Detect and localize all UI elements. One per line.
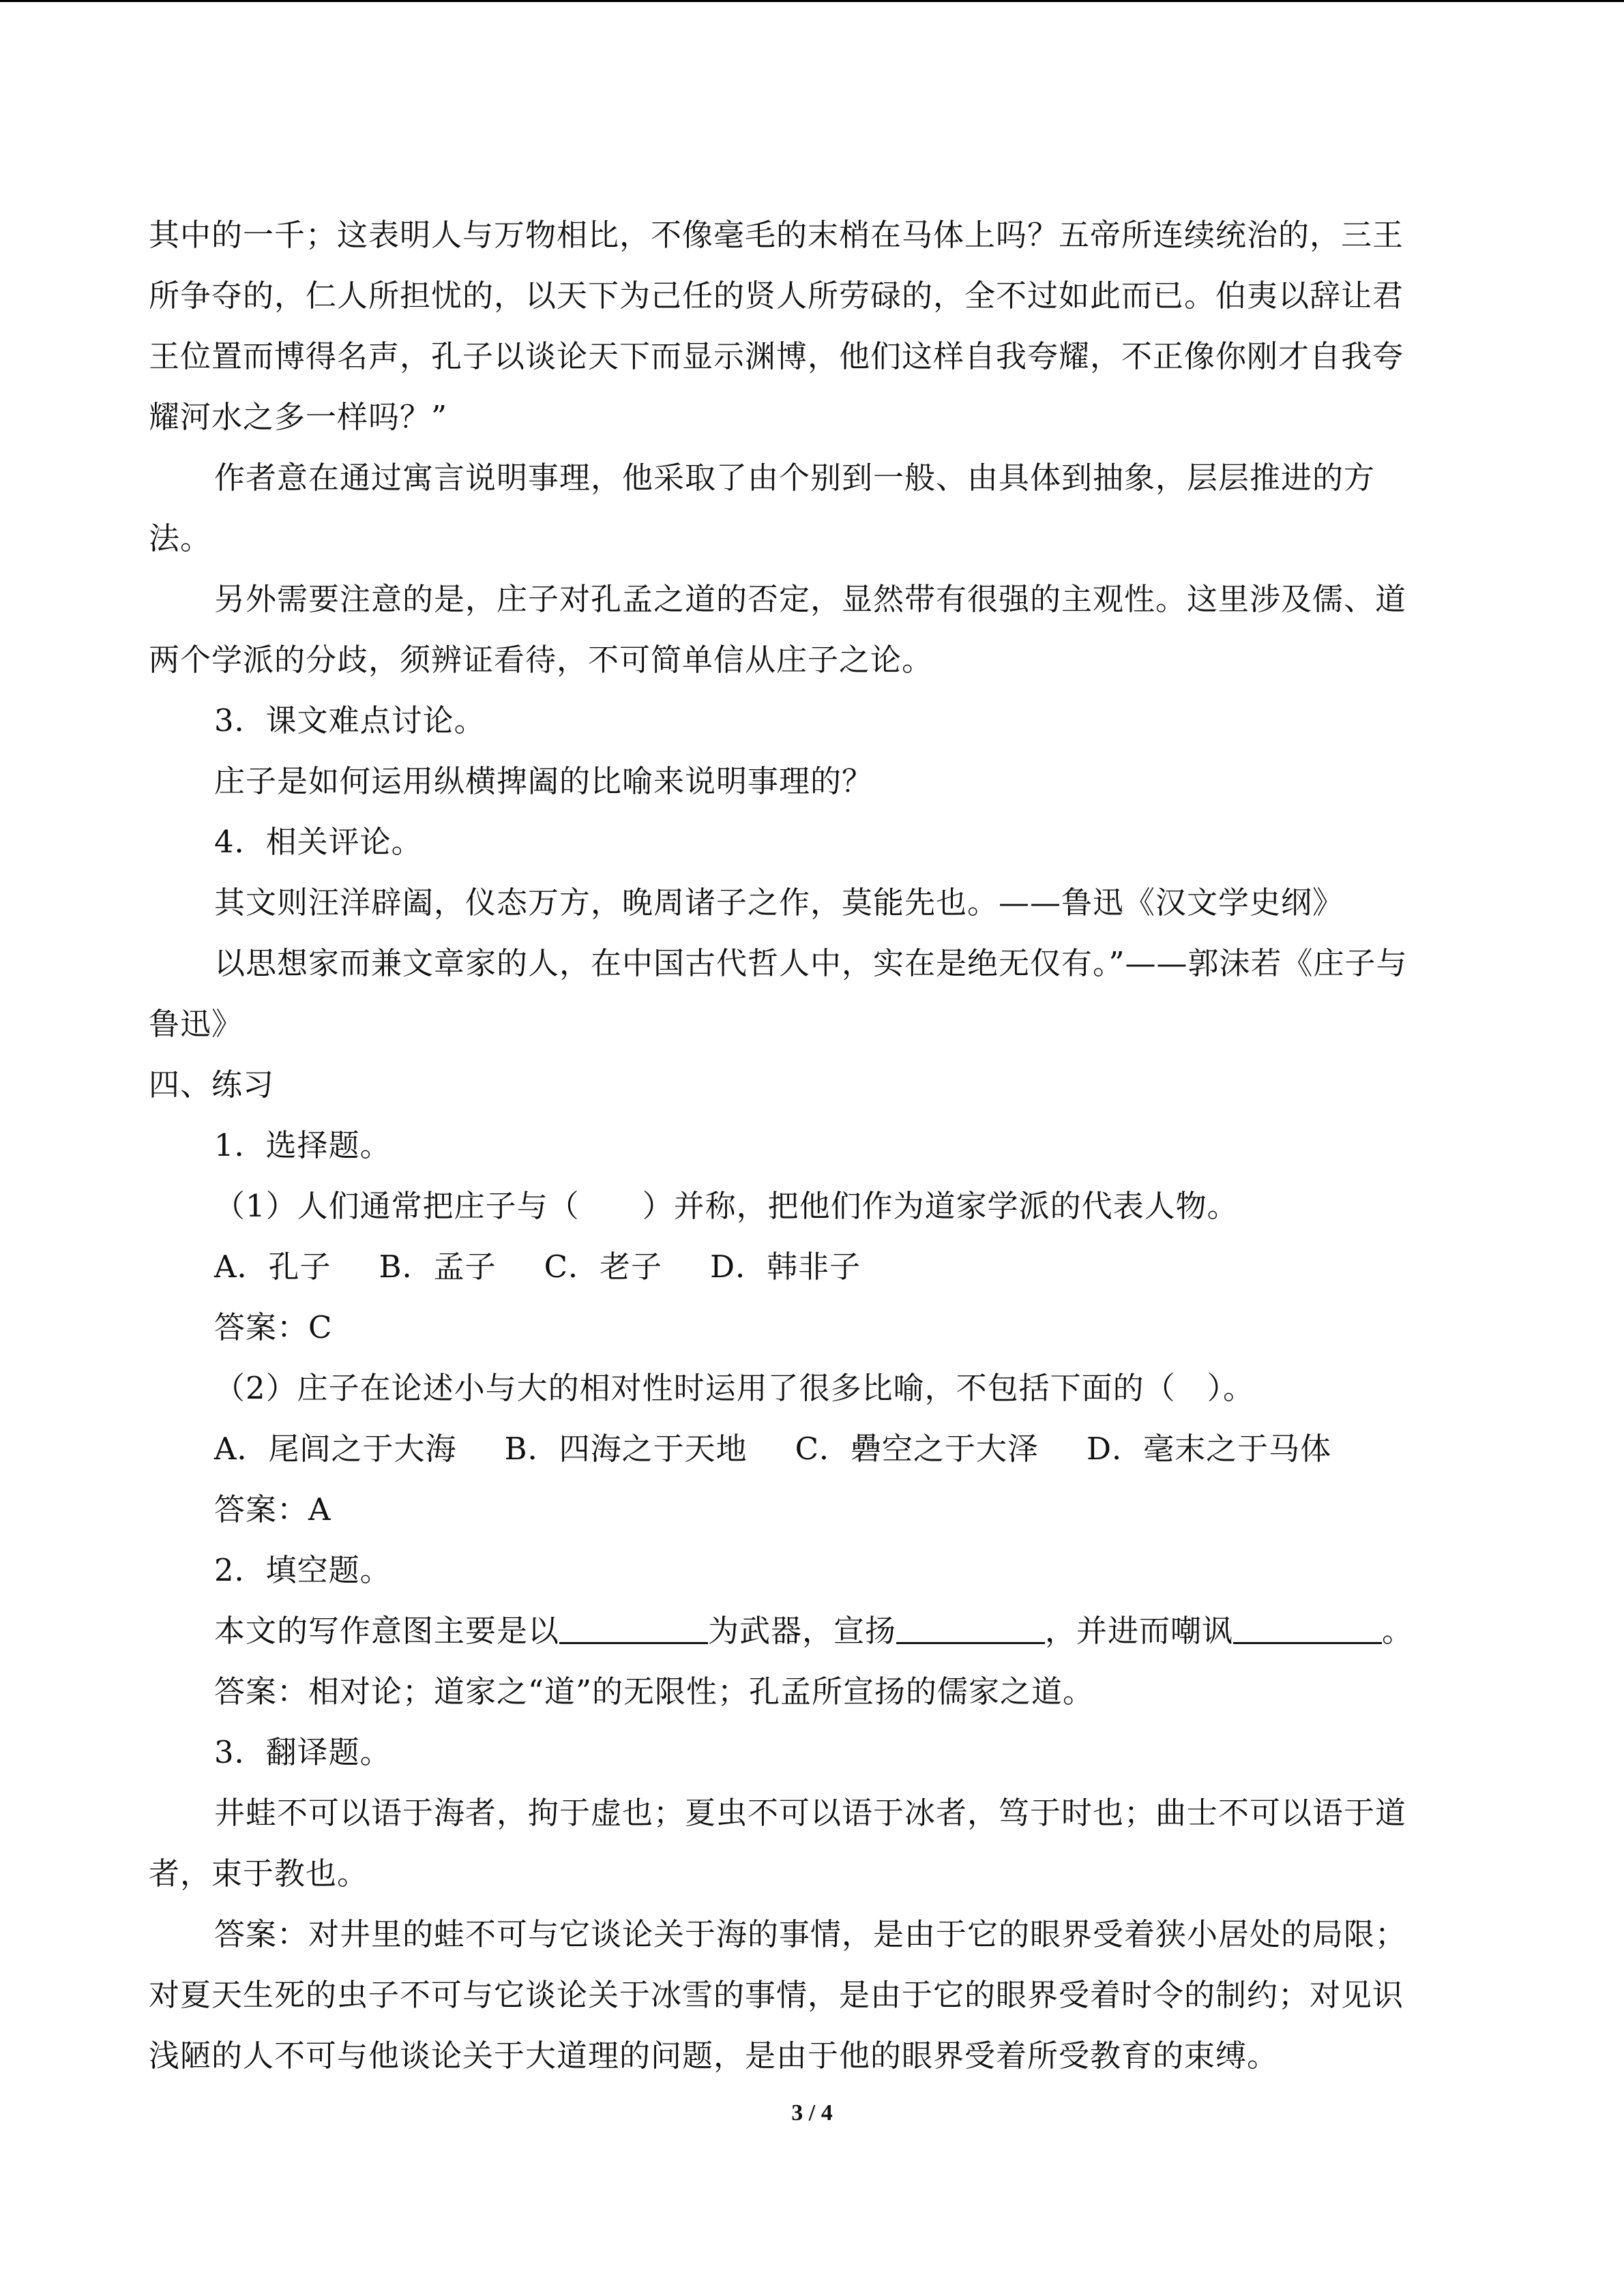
section-heading: 4．相关评论。 (214, 824, 423, 860)
fill-blank (1233, 1615, 1382, 1644)
question-options (149, 1418, 1475, 1479)
option-d: D．毫末之于马体 (1087, 1431, 1332, 1467)
fill-text: ，并进而嘲讽 (1045, 1613, 1234, 1649)
option-c: C．老子 (544, 1249, 663, 1285)
answer: 答案：对井里的蛙不可与它谈论关于海的事情，是由于它的眼界受着狭小居处的局限； (214, 1916, 1407, 1952)
discussion-question: 庄子是如何运用纵横捭阖的比喻来说明事理的？ (214, 763, 874, 799)
section-heading: 3．课文难点讨论。 (214, 702, 486, 739)
answer: 答案：A (214, 1491, 331, 1527)
paragraph-line: 法。 (149, 520, 212, 556)
document-page (149, 205, 1475, 2086)
paragraph-line: 所争夺的，仁人所担忧的，以天下为己任的贤人所劳碌的，全不过如此而已。伯夷以辞让君 (149, 278, 1404, 314)
fill-question (149, 1600, 1475, 1661)
paragraph-line: 耀河水之多一样吗？” (149, 399, 448, 435)
option-c: C．礨空之于大泽 (795, 1431, 1039, 1467)
fill-blank (559, 1615, 708, 1644)
translate-text: 井蛙不可以语于海者，拘于虚也；夏虫不可以语于冰者，笃于时也；曲士不可以语于道 (214, 1795, 1407, 1831)
paragraph-line: 作者意在通过寓言说明事理，他采取了由个别到一般、由具体到抽象，层层推进的方 (214, 460, 1376, 496)
exercises-title: 四、练习 (149, 1067, 275, 1103)
option-a: A．尾闾之于大海 (214, 1431, 457, 1467)
translate-heading: 3．翻译题。 (214, 1734, 392, 1770)
fill-text: 本文的写作意图主要是以 (214, 1613, 560, 1649)
question-stem: （2）庄子在论述小与大的相对性时运用了很多比喻，不包括下面的（ ）。 (214, 1370, 1255, 1406)
translate-text: 者，束于教也。 (149, 1855, 369, 1892)
option-b: B．四海之于天地 (504, 1431, 748, 1467)
paragraph-line: 另外需要注意的是，庄子对孔孟之道的否定，显然带有很强的主观性。这里涉及儒、道 (214, 581, 1407, 617)
question-options (149, 1236, 1475, 1297)
option-d: D．韩非子 (710, 1249, 861, 1285)
quote-guomoruo: 以思想家而兼文章家的人，在中国古代哲人中，实在是绝无仅有。”——郭沫若《庄子与 (214, 945, 1408, 981)
paragraph-line: 两个学派的分歧，须辨证看待，不可简单信从庄子之论。 (149, 642, 934, 678)
answer: 浅陋的人不可与他谈论关于大道理的问题，是由于他的眼界受着所受教育的束缚。 (149, 2038, 1279, 2074)
choice-heading: 1．选择题。 (214, 1127, 392, 1163)
quote-guomoruo: 鲁迅》 (149, 1006, 243, 1042)
paragraph-line: 王位置而博得名声，孔子以谈论天下而显示渊博，他们这样自我夸耀，不正像你刚才自我夸 (149, 338, 1404, 374)
option-b: B．孟子 (379, 1249, 497, 1285)
fill-blank (896, 1615, 1045, 1644)
quote-luxun: 其文则汪洋辟阖，仪态万方，晚周诸子之作，莫能先也。——鲁迅《汉文学史纲》 (214, 884, 1344, 921)
fill-heading: 2．填空题。 (214, 1552, 392, 1588)
answer: 对夏天生死的虫子不可与它谈论关于冰雪的事情，是由于它的眼界受着时令的制约；对见识 (149, 1977, 1404, 2013)
option-a: A．孔子 (214, 1249, 331, 1285)
fill-text: 。 (1382, 1613, 1414, 1649)
answer: 答案：相对论；道家之“道”的无限性；孔孟所宣扬的儒家之道。 (214, 1673, 1095, 1710)
question-stem: （1）人们通常把庄子与（ ）并称，把他们作为道家学派的代表人物。 (214, 1188, 1239, 1224)
page-number: 3 / 4 (791, 2100, 833, 2126)
fill-text: 为武器，宣扬 (708, 1613, 897, 1649)
top-border (0, 0, 1624, 2)
answer: 答案：C (214, 1309, 333, 1345)
paragraph-line: 其中的一千；这表明人与万物相比，不像毫毛的末梢在马体上吗？五帝所连续统治的，三王 (149, 217, 1404, 253)
